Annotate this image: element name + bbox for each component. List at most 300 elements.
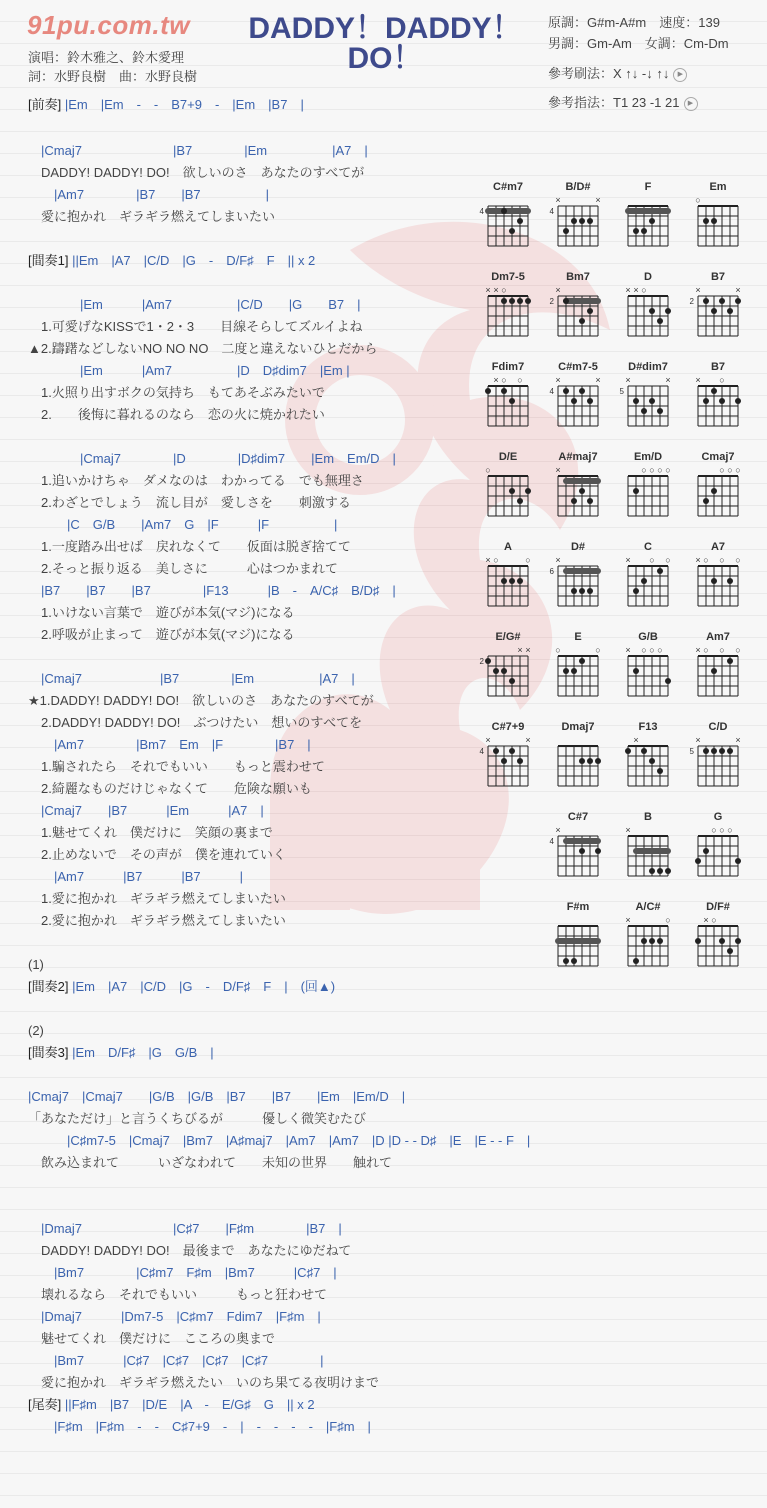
chord-diagram[interactable] xyxy=(688,451,748,526)
finger-dot xyxy=(579,318,585,324)
open-string-mark: ○ xyxy=(703,555,709,565)
chord-line xyxy=(28,737,311,753)
chord-line xyxy=(28,583,396,599)
chord-line xyxy=(28,1045,214,1061)
chord-name: D# xyxy=(570,541,586,553)
tempo: 速度：139 xyxy=(659,15,720,30)
finger-dot xyxy=(711,388,717,394)
lyric-text: 魅せてくれ 僕だけに こころの奥まで xyxy=(28,1331,276,1346)
section-label: [間奏3] xyxy=(28,1045,73,1060)
lyric-line xyxy=(28,627,295,643)
fretboard xyxy=(618,374,678,436)
finger-dot xyxy=(649,308,655,314)
finger-dot xyxy=(509,578,515,584)
muted-string-mark: × xyxy=(555,195,561,205)
open-string-mark: ○ xyxy=(595,645,601,655)
open-string-mark: ○ xyxy=(525,555,531,565)
fretboard xyxy=(618,644,678,706)
chord-name: F xyxy=(644,181,652,193)
finger-dot xyxy=(703,298,709,304)
chord-diagram[interactable] xyxy=(478,451,538,526)
chord-progression: |Cmaj7 |B7 |Em |A7 | xyxy=(28,143,368,158)
fretboard xyxy=(548,914,608,976)
chord-line xyxy=(28,1133,530,1149)
chord-progression: |Em D/F♯ |G G/B | xyxy=(72,1045,214,1060)
fretboard xyxy=(618,194,678,256)
chord-name: C xyxy=(644,541,652,553)
muted-string-mark: × xyxy=(493,285,499,295)
finger-dot xyxy=(501,208,507,214)
finger-dot xyxy=(735,858,741,864)
chord-progression: |F♯m |F♯m - - C♯7+9 - | - - - - |F♯m | xyxy=(28,1419,371,1434)
site-logo[interactable]: 91pu.com.tw xyxy=(27,10,190,40)
lyric-line xyxy=(28,561,338,577)
muted-string-mark: × xyxy=(555,555,561,565)
strum-pattern-row xyxy=(548,63,687,82)
lyric-line xyxy=(28,1155,392,1171)
finger-dot xyxy=(657,568,663,574)
lyric-text: 2.綺麗なものだけじゃなくて 危険な願いも xyxy=(28,781,312,796)
barre-bar xyxy=(563,568,601,574)
chord-diagram[interactable] xyxy=(688,631,748,706)
section-label: [尾奏] xyxy=(28,1397,65,1412)
finger-pattern: 參考指法：T1 23 -1 21 xyxy=(548,95,680,110)
chord-name: C#m7 xyxy=(493,181,523,193)
play-icon[interactable]: ▶ xyxy=(673,68,687,82)
chord-name: Em xyxy=(709,181,727,193)
chord-name: D/F# xyxy=(706,901,730,913)
finger-dot xyxy=(571,958,577,964)
open-string-mark: ○ xyxy=(735,555,741,565)
chord-progression: |Am7 |Bm7 Em |F |B7 | xyxy=(28,737,311,752)
open-string-mark: ○ xyxy=(641,285,647,295)
chord-line xyxy=(28,451,396,467)
finger-dot xyxy=(727,748,733,754)
finger-dot xyxy=(633,588,639,594)
lyric-line xyxy=(28,693,374,709)
section-label: [間奏1] xyxy=(28,253,73,268)
chord-progression: |Cmaj7 |Cmaj7 |G/B |G/B |B7 |B7 |Em |Em/D | xyxy=(28,1089,406,1104)
lyric-line xyxy=(28,407,325,423)
chord-line xyxy=(28,1265,337,1281)
finger-dot xyxy=(641,748,647,754)
fret-number: 5 xyxy=(619,387,624,396)
finger-dot xyxy=(727,658,733,664)
transpose-row xyxy=(548,33,729,52)
open-string-mark: ○ xyxy=(649,555,655,565)
open-string-mark: ○ xyxy=(703,645,709,655)
lyric-line xyxy=(28,319,363,335)
finger-dot xyxy=(649,868,655,874)
finger-dot xyxy=(719,298,725,304)
lyric-line xyxy=(28,385,325,401)
finger-dot xyxy=(695,858,701,864)
finger-dot xyxy=(579,758,585,764)
chord-diagram[interactable] xyxy=(548,361,608,436)
fretboard xyxy=(688,464,748,526)
fret-number: 4 xyxy=(479,207,484,216)
song-title: DADDY！DADDY！DO！ xyxy=(248,12,522,75)
lyric-line xyxy=(28,715,362,731)
chord-diagram[interactable] xyxy=(548,181,608,256)
chord-name: D xyxy=(644,271,652,283)
finger-dot xyxy=(649,938,655,944)
chord-diagram[interactable] xyxy=(548,631,608,706)
female-key: 女調：Cm-Dm xyxy=(644,36,729,51)
lyric-line xyxy=(28,165,364,181)
finger-dot xyxy=(735,938,741,944)
chord-progression: |Bm7 |C♯m7 F♯m |Bm7 |C♯7 | xyxy=(28,1265,337,1280)
singers: 演唱：鈴木雅之、鈴木愛理 xyxy=(28,50,185,65)
lyric-line xyxy=(28,539,351,555)
finger-dot xyxy=(657,868,663,874)
finger-dot xyxy=(727,578,733,584)
chord-diagram[interactable] xyxy=(618,181,678,256)
chord-diagram[interactable] xyxy=(548,451,608,526)
finger-dot xyxy=(703,218,709,224)
play-icon[interactable]: ▶ xyxy=(684,97,698,111)
open-string-mark: ○ xyxy=(665,915,671,925)
chord-diagram[interactable] xyxy=(688,181,748,256)
chord-name: C/D xyxy=(708,721,728,733)
lyric-text: 1.一度踏み出せば 戻れなくて 仮面は脱ぎ捨てて xyxy=(28,539,351,554)
fretboard xyxy=(548,374,608,436)
lyric-line xyxy=(28,847,286,863)
chord-diagram[interactable] xyxy=(688,541,748,616)
fret-number: 5 xyxy=(689,747,694,756)
chord-name: A#maj7 xyxy=(558,451,598,463)
muted-string-mark: × xyxy=(595,195,601,205)
lyric-line xyxy=(28,913,286,929)
finger-dot xyxy=(517,218,523,224)
finger-dot xyxy=(517,758,523,764)
finger-dot xyxy=(649,398,655,404)
lyric-text: 1.火照り出すボクの気持ち もてあそぶみたいで xyxy=(28,385,325,400)
chord-diagram[interactable] xyxy=(688,811,748,886)
finger-dot xyxy=(525,298,531,304)
barre-bar xyxy=(633,848,671,854)
muted-string-mark: × xyxy=(493,375,499,385)
finger-dot xyxy=(711,578,717,584)
finger-dot xyxy=(485,658,491,664)
muted-string-mark: × xyxy=(485,555,491,565)
open-string-mark: ○ xyxy=(719,825,725,835)
lyric-text: 2. 後悔に暮れるのなら 恋の火に焼かれたい xyxy=(28,407,325,422)
chord-line xyxy=(28,1419,371,1435)
chord-diagram[interactable] xyxy=(618,721,678,796)
lyric-text: 1.いけない言葉で 遊びが本気(マジ)になる xyxy=(28,605,295,620)
lyric-line xyxy=(28,957,44,973)
finger-dot xyxy=(595,848,601,854)
chord-name: C#7 xyxy=(567,811,589,823)
finger-dot xyxy=(641,228,647,234)
chord-diagram[interactable] xyxy=(618,631,678,706)
fretboard xyxy=(618,824,678,886)
muted-string-mark: × xyxy=(735,285,741,295)
open-string-mark: ○ xyxy=(719,555,725,565)
finger-dot xyxy=(501,668,507,674)
open-string-mark: ○ xyxy=(657,465,663,475)
chord-diagram[interactable] xyxy=(618,901,678,976)
chord-name: Cmaj7 xyxy=(701,451,735,463)
chord-line xyxy=(28,1089,405,1105)
lyric-text: 1.追いかけちゃ ダメなのは わかってる でも無理さ xyxy=(28,473,364,488)
chord-diagram[interactable] xyxy=(478,271,538,346)
finger-dot xyxy=(493,668,499,674)
finger-dot xyxy=(571,398,577,404)
muted-string-mark: × xyxy=(625,645,631,655)
finger-dot xyxy=(563,298,569,304)
finger-dot xyxy=(711,488,717,494)
muted-string-mark: × xyxy=(625,825,631,835)
chord-diagram[interactable] xyxy=(478,361,538,436)
chord-name: G/B xyxy=(638,631,658,643)
finger-dot xyxy=(579,388,585,394)
chord-diagram[interactable] xyxy=(618,541,678,616)
finger-dot xyxy=(657,938,663,944)
finger-dot xyxy=(563,958,569,964)
open-string-mark: ○ xyxy=(711,825,717,835)
chord-name: A/C# xyxy=(635,901,661,913)
finger-dot xyxy=(665,678,671,684)
chord-diagram[interactable] xyxy=(618,811,678,886)
muted-string-mark: × xyxy=(555,825,561,835)
muted-string-mark: × xyxy=(695,645,701,655)
finger-dot xyxy=(633,228,639,234)
finger-dot xyxy=(587,308,593,314)
finger-dot xyxy=(579,218,585,224)
fretboard xyxy=(618,284,678,346)
fretboard xyxy=(688,374,748,436)
open-string-mark: ○ xyxy=(657,645,663,655)
muted-string-mark: × xyxy=(595,375,601,385)
finger-dot xyxy=(563,228,569,234)
muted-string-mark: × xyxy=(485,735,491,745)
lyric-line xyxy=(28,1023,44,1039)
chord-name: A7 xyxy=(710,541,726,553)
chord-progression: |B7 |B7 |B7 |F13 |B - A/C♯ B/D♯ | xyxy=(28,583,396,598)
fret-number: 2 xyxy=(549,297,554,306)
chord-line xyxy=(28,143,368,159)
finger-dot xyxy=(509,398,515,404)
muted-string-mark: × xyxy=(625,555,631,565)
finger-dot xyxy=(633,398,639,404)
lyric-text: 「あなただけ」と言うくちびるが 優しく微笑むたび xyxy=(28,1111,367,1126)
chord-diagram[interactable] xyxy=(618,361,678,436)
fret-number: 4 xyxy=(479,747,484,756)
lyric-text: ★1.DADDY! DADDY! DO! 欲しいのさ あなたのすべてが xyxy=(28,693,374,708)
chord-diagram[interactable] xyxy=(688,721,748,796)
finger-dot xyxy=(587,398,593,404)
fretboard xyxy=(618,554,678,616)
section-label: [前奏] xyxy=(28,97,65,112)
chord-diagram[interactable] xyxy=(688,361,748,436)
chord-name: E xyxy=(574,631,582,643)
fret-number: 6 xyxy=(549,567,554,576)
finger-dot xyxy=(587,588,593,594)
fretboard xyxy=(688,284,748,346)
finger-dot xyxy=(517,578,523,584)
lyric-line xyxy=(28,891,286,907)
lyric-line xyxy=(28,495,351,511)
chord-name: Em/D xyxy=(633,451,663,463)
chord-name: Bm7 xyxy=(566,271,590,283)
finger-dot xyxy=(735,398,741,404)
finger-dot xyxy=(649,758,655,764)
finger-dot xyxy=(633,488,639,494)
chord-name: Am7 xyxy=(706,631,730,643)
barre-bar xyxy=(485,208,531,214)
chord-name: Dm7-5 xyxy=(491,271,525,283)
chord-line xyxy=(28,869,243,885)
lyric-line xyxy=(28,1243,351,1259)
finger-dot xyxy=(587,758,593,764)
fretboard xyxy=(618,734,678,796)
chord-line xyxy=(28,97,304,113)
open-string-mark: ○ xyxy=(727,465,733,475)
lyric-text: 壊れるなら それでもいい もっと狂わせて xyxy=(28,1287,328,1302)
finger-dot xyxy=(571,218,577,224)
fretboard xyxy=(478,554,538,616)
lyric-text: 2.止めないで その声が 僕を連れていく xyxy=(28,847,286,862)
finger-dot xyxy=(711,218,717,224)
chord-diagram[interactable] xyxy=(618,271,678,346)
chord-diagram[interactable] xyxy=(688,271,748,346)
chord-progression: |C♯m7-5 |Cmaj7 |Bm7 |A♯maj7 |Am7 |Am7 |D |D - - D♯ |E |E - - F | xyxy=(28,1133,531,1148)
chord-progression: |Am7 |B7 |B7 | xyxy=(28,869,244,884)
chord-line xyxy=(28,1353,323,1369)
chord-name: D/E xyxy=(498,451,518,463)
barre-bar xyxy=(563,838,601,844)
chord-line xyxy=(28,1397,315,1413)
chord-diagram[interactable] xyxy=(478,631,538,706)
chord-diagram[interactable] xyxy=(548,541,608,616)
muted-string-mark: × xyxy=(555,285,561,295)
finger-dot xyxy=(695,938,701,944)
chord-diagram[interactable] xyxy=(548,271,608,346)
chord-diagram[interactable] xyxy=(478,721,538,796)
fretboard xyxy=(688,644,748,706)
finger-dot xyxy=(649,218,655,224)
fretboard xyxy=(548,194,608,256)
fretboard xyxy=(688,194,748,256)
finger-dot xyxy=(711,748,717,754)
finger-dot xyxy=(711,308,717,314)
chord-diagram[interactable] xyxy=(478,541,538,616)
muted-string-mark: × xyxy=(517,645,523,655)
chord-progression: |Dmaj7 |Dm7-5 |C♯m7 Fdim7 |F♯m | xyxy=(28,1309,321,1324)
chord-name: D#dim7 xyxy=(628,361,668,373)
lyric-text: 愛に抱かれ ギラギラ燃えてしまいたい xyxy=(28,209,276,224)
chord-line xyxy=(28,671,355,687)
chord-name: A xyxy=(504,541,512,553)
lyric-line xyxy=(28,1331,275,1347)
open-string-mark: ○ xyxy=(665,465,671,475)
strum-pattern: 參考刷法：X ↑↓ -↓ ↑↓ xyxy=(548,66,670,81)
barre-bar xyxy=(555,938,601,944)
chord-name: F13 xyxy=(638,721,658,733)
finger-dot xyxy=(641,408,647,414)
lyric-text: 飲み込まれて いざなわれて 未知の世界 触れて xyxy=(28,1155,393,1170)
chord-line xyxy=(28,517,337,533)
open-string-mark: ○ xyxy=(485,465,491,475)
fret-number: 4 xyxy=(549,837,554,846)
finger-dot xyxy=(641,578,647,584)
muted-string-mark: × xyxy=(703,915,709,925)
chord-line xyxy=(28,297,361,313)
fretboard xyxy=(688,914,748,976)
finger-dot xyxy=(711,668,717,674)
fretboard xyxy=(618,914,678,976)
chord-diagram[interactable] xyxy=(548,811,608,886)
chord-progression: ||Em |A7 |C/D |G - D/F♯ F || x 2 xyxy=(72,253,316,268)
finger-dot xyxy=(509,678,515,684)
muted-string-mark: × xyxy=(695,285,701,295)
lyric-line xyxy=(28,1111,366,1127)
finger-dot xyxy=(587,498,593,504)
fretboard xyxy=(478,374,538,436)
open-string-mark: ○ xyxy=(493,555,499,565)
original-key: 原調：G#m-A#m xyxy=(548,15,647,30)
barre-bar xyxy=(625,208,671,214)
open-string-mark: ○ xyxy=(695,195,701,205)
lyric-text: ▲2.躊躇などしないNO NO NO 二度と違えないひとだから xyxy=(28,341,378,356)
chord-line xyxy=(28,187,269,203)
chord-progression: ||F♯m |B7 |D/E |A - E/G♯ G || x 2 xyxy=(64,1397,315,1412)
chord-diagram[interactable] xyxy=(548,901,608,976)
chord-diagram[interactable] xyxy=(618,451,678,526)
lyric-line xyxy=(28,825,273,841)
chord-name: C#m7-5 xyxy=(558,361,598,373)
finger-dot xyxy=(703,398,709,404)
chord-progression: |Em |Am7 |C/D |G B7 | xyxy=(28,297,361,312)
lyric-text: 2.そっと振り返る 美しさに 心はつかまれて xyxy=(28,561,338,576)
lyric-text: 2.わざとでしょう 流し目が 愛しさを 刺激する xyxy=(28,495,351,510)
finger-dot xyxy=(509,298,515,304)
finger-dot xyxy=(641,938,647,944)
muted-string-mark: × xyxy=(525,735,531,745)
chord-diagram[interactable] xyxy=(478,181,538,256)
lyric-line xyxy=(28,1287,327,1303)
lyric-text: (2) xyxy=(28,1023,44,1038)
chord-name: Dmaj7 xyxy=(561,721,595,733)
lyric-text: 2.呼吸が止まって 遊びが本気(マジ)になる xyxy=(28,627,295,642)
fret-number: 2 xyxy=(479,657,484,666)
finger-dot xyxy=(501,298,507,304)
chord-name: C#7+9 xyxy=(491,721,525,733)
chord-progression: |Am7 |B7 |B7 | xyxy=(28,187,270,202)
finger-dot xyxy=(525,488,531,494)
fretboard xyxy=(548,824,608,886)
finger-dot xyxy=(571,588,577,594)
chord-diagram[interactable] xyxy=(688,901,748,976)
finger-dot xyxy=(493,748,499,754)
fretboard xyxy=(478,734,538,796)
chord-progression: |C G/B |Am7 G |F |F | xyxy=(28,517,338,532)
lyric-text: 1.愛に抱かれ ギラギラ燃えてしまいたい xyxy=(28,891,286,906)
finger-dot xyxy=(517,498,523,504)
chord-diagram[interactable] xyxy=(548,721,608,796)
finger-dot xyxy=(571,668,577,674)
muted-string-mark: × xyxy=(695,555,701,565)
finger-dot xyxy=(509,748,515,754)
open-string-mark: ○ xyxy=(719,645,725,655)
fretboard xyxy=(688,824,748,886)
open-string-mark: ○ xyxy=(735,645,741,655)
open-string-mark: ○ xyxy=(641,645,647,655)
finger-dot xyxy=(501,388,507,394)
open-string-mark: ○ xyxy=(649,465,655,475)
